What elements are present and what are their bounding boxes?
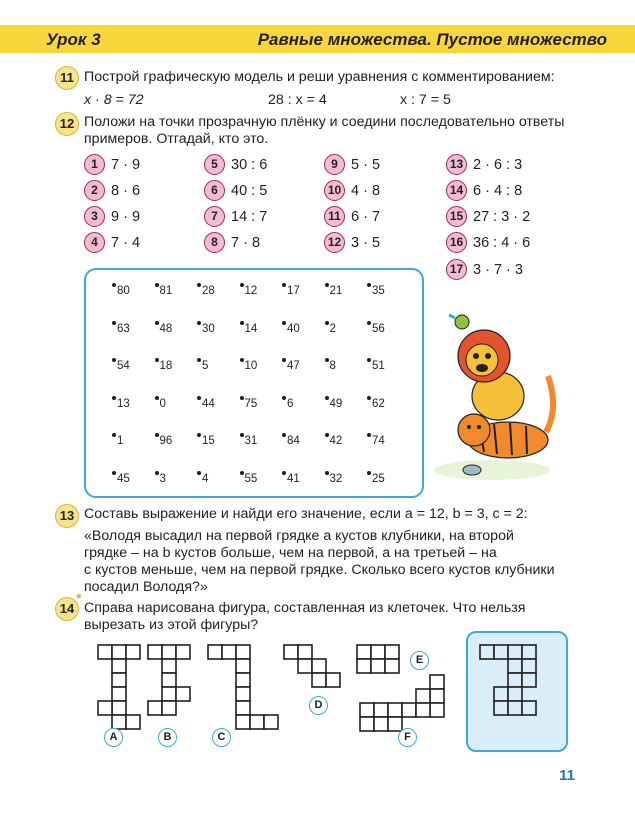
figure-cell — [112, 687, 126, 701]
figure-a — [98, 645, 140, 729]
figure-cell — [388, 717, 402, 731]
figure-cell — [98, 701, 112, 715]
task-13-line-4: c кустов меньше, чем на первой грядке. Сколько всего кустов клубники — [84, 562, 555, 578]
dot-point: 84 — [287, 435, 300, 447]
example-number-badge: 13 — [446, 154, 467, 175]
figure-cell — [312, 659, 326, 673]
figure-cell — [360, 703, 374, 717]
dot-point: 25 — [372, 472, 385, 485]
dot-point: 40 — [287, 322, 300, 335]
example-number-badge: 15 — [446, 206, 467, 227]
example-expression: 7 · 8 — [231, 234, 261, 251]
figure-cell — [148, 645, 162, 659]
figure-label-e: E — [410, 651, 429, 670]
figure-cell — [112, 715, 126, 729]
figure-cell — [298, 659, 312, 673]
task-12-line-1: Положи на точки прозрачную плёнку и соедини последовательно ответы — [84, 114, 565, 130]
figure-cell — [236, 659, 250, 673]
target-figure — [480, 645, 536, 715]
figure-cell — [374, 717, 388, 731]
dot-point: 32 — [329, 472, 343, 485]
example-number-badge: 5 — [204, 154, 225, 175]
figure-cell — [176, 687, 190, 701]
figure-cell — [250, 715, 264, 729]
example-expression: 36 : 4 · 6 — [473, 234, 531, 251]
figure-cell — [264, 715, 278, 729]
figure-cell — [357, 659, 371, 673]
figure-cell — [371, 645, 385, 659]
example-number-badge: 16 — [446, 232, 467, 253]
dot-point: 0 — [159, 397, 166, 410]
figure-cell — [430, 703, 444, 717]
figure-cell — [430, 689, 444, 703]
figure-cell — [385, 659, 399, 673]
task-12-number: 12 — [55, 112, 79, 136]
example-number-badge: 17 — [446, 259, 467, 280]
figure-cell — [357, 645, 371, 659]
dot-point: 6 — [287, 397, 294, 410]
figure-cell — [162, 701, 176, 715]
figure-cell — [236, 701, 250, 715]
example-expression: 4 · 8 — [351, 182, 381, 199]
figure-label-f: F — [398, 728, 417, 747]
example-number-badge: 11 — [324, 206, 345, 227]
figure-cell — [494, 687, 508, 701]
task-13-line-2: «Володя высадил на первой грядке a кустов клубники, на второй — [84, 528, 514, 544]
figure-f — [360, 675, 444, 731]
example-number-badge: 2 — [84, 180, 105, 201]
task-13-line-3: грядке – на b кустов больше, чем на первой, а на третьей – на — [84, 545, 497, 561]
dot-point: 81 — [159, 285, 173, 297]
figure-cell — [326, 673, 340, 687]
figure-cell — [236, 715, 250, 729]
figure-cell — [162, 673, 176, 687]
dot-point: 12 — [244, 285, 258, 297]
figure-cell — [162, 645, 176, 659]
example-expression: 3 · 5 — [351, 234, 381, 251]
example-number-badge: 8 — [204, 232, 225, 253]
example-number-badge: 12 — [324, 232, 345, 253]
dot-point: 44 — [202, 397, 215, 410]
example-expression: 7 · 9 — [111, 156, 141, 173]
task-11-number: 11 — [55, 66, 79, 90]
dot-point: 14 — [244, 322, 258, 335]
figure-cell — [126, 645, 140, 659]
task-14-star: * — [76, 590, 82, 606]
dot-point: 4 — [202, 472, 209, 485]
dot-point: 10 — [244, 360, 258, 372]
example-expression: 27 : 3 · 2 — [473, 208, 531, 225]
dot-point: 45 — [117, 472, 130, 485]
dot-point: 5 — [202, 360, 209, 372]
dot-point: 96 — [159, 435, 173, 447]
example-number-badge: 10 — [324, 180, 345, 201]
figure-cell — [522, 645, 536, 659]
dot-point: 8 — [329, 360, 336, 372]
example-expression: 8 · 6 — [111, 182, 141, 199]
dot-point: 17 — [287, 285, 300, 297]
figure-cell — [416, 703, 430, 717]
dot-point: 80 — [117, 285, 130, 297]
example-expression: 2 · 6 : 3 — [473, 156, 523, 173]
figure-cell — [148, 701, 162, 715]
figure-cell — [402, 703, 416, 717]
figure-cell — [112, 659, 126, 673]
figure-cell — [162, 659, 176, 673]
figure-cell — [112, 645, 126, 659]
dot-point: 30 — [202, 322, 215, 335]
figure-cell — [522, 701, 536, 715]
dot-point: 3 — [159, 472, 166, 485]
dot-point: 51 — [372, 360, 385, 372]
figure-cell — [522, 659, 536, 673]
figure-cell — [236, 687, 250, 701]
dot-point: 75 — [244, 397, 258, 410]
example-number-badge: 14 — [446, 180, 467, 201]
figure-cell — [494, 645, 508, 659]
figure-cell — [236, 645, 250, 659]
task-12-line-2: примеров. Отгадай, кто это. — [84, 131, 269, 147]
figure-cell — [508, 687, 522, 701]
figure-cell — [126, 715, 140, 729]
example-expression: 9 · 9 — [111, 208, 141, 225]
example-number-badge: 7 — [204, 206, 225, 227]
dot-point: 13 — [117, 397, 130, 410]
dot-point: 55 — [244, 472, 258, 485]
dot-point: 74 — [372, 435, 385, 447]
figure-cell — [371, 659, 385, 673]
dot-point: 56 — [372, 322, 385, 335]
example-expression: 3 · 7 · 3 — [473, 261, 523, 278]
figure-label-c: C — [212, 728, 231, 747]
dot-point: 48 — [159, 322, 173, 335]
example-number-badge: 4 — [84, 232, 105, 253]
figure-cell — [222, 645, 236, 659]
figure-cell — [480, 645, 494, 659]
figure-cell — [374, 703, 388, 717]
figure-cell — [98, 645, 112, 659]
example-expression: 6 · 7 — [351, 208, 381, 225]
figure-cell — [176, 645, 190, 659]
task-13-number: 13 — [55, 504, 79, 528]
example-expression: 14 : 7 — [231, 208, 268, 225]
example-expression: 40 : 5 — [231, 182, 268, 199]
figure-cell — [416, 689, 430, 703]
task-13-line-1: Составь выражение и найди его значение, если a = 12, b = 3, c = 2: — [84, 506, 528, 522]
figure-cell — [508, 701, 522, 715]
lesson-number: Урок 3 — [46, 30, 101, 49]
example-number-badge: 9 — [324, 154, 345, 175]
figure-cell — [508, 645, 522, 659]
dot-point: 54 — [117, 360, 130, 372]
dot-point: 49 — [329, 397, 343, 410]
task-14-line-1: Справа нарисована фигура, составленная из клеточек. Что нельзя — [84, 600, 526, 616]
task-13-line-5: посадил Володя?» — [84, 579, 208, 595]
task-11-text: Построй графическую модель и реши уравнения с комментированием: — [84, 69, 555, 85]
figure-cell — [312, 673, 326, 687]
dot-point: 31 — [244, 435, 258, 447]
example-expression: 30 : 6 — [231, 156, 268, 173]
example-number-badge: 6 — [204, 180, 225, 201]
task-14-line-2: вырезать из этой фигуры? — [84, 617, 259, 633]
figure-cell — [508, 673, 522, 687]
figure-cell — [494, 701, 508, 715]
example-expression: 6 · 4 : 8 — [473, 182, 523, 199]
dot-point: 41 — [287, 472, 300, 485]
dot-point: 47 — [287, 360, 300, 372]
figure-label-d: D — [309, 696, 328, 715]
dot-point: 21 — [329, 285, 343, 297]
figure-cell — [385, 645, 399, 659]
equation-1: x · 8 = 72 — [84, 92, 144, 108]
example-expression: 5 · 5 — [351, 156, 381, 173]
equation-3: x : 7 = 5 — [400, 92, 451, 108]
figure-b — [148, 645, 190, 715]
dot-point: 28 — [202, 285, 215, 297]
figure-c — [208, 645, 278, 729]
example-number-badge: 3 — [84, 206, 105, 227]
figure-cell — [522, 673, 536, 687]
example-expression: 7 · 4 — [111, 234, 141, 251]
figure-cell — [298, 645, 312, 659]
figure-d — [284, 645, 340, 687]
figure-cell — [112, 701, 126, 715]
dot-point: 18 — [159, 360, 173, 372]
figure-cell — [112, 673, 126, 687]
dot-point: 2 — [329, 322, 336, 335]
dot-point: 35 — [372, 285, 385, 297]
equation-2: 28 : x = 4 — [268, 92, 327, 108]
dot-point: 62 — [372, 397, 385, 410]
example-number-badge: 1 — [84, 154, 105, 175]
figure-cell — [508, 659, 522, 673]
dot-point: 1 — [117, 435, 124, 447]
task-14-number: 14 — [55, 597, 79, 621]
figure-e — [357, 645, 399, 673]
lesson-title: Равные множества. Пустое множество — [257, 30, 607, 49]
dot-point: 15 — [202, 435, 215, 447]
dot-point: 63 — [117, 322, 130, 335]
figure-cell — [162, 687, 176, 701]
figure-cell — [360, 717, 374, 731]
figure-cell — [388, 703, 402, 717]
figure-cell — [284, 645, 298, 659]
figure-cell — [208, 645, 222, 659]
figure-label-b: B — [158, 728, 177, 747]
figure-cell — [236, 673, 250, 687]
figure-cell — [430, 675, 444, 689]
figure-label-a: A — [104, 728, 123, 747]
dot-point: 42 — [329, 435, 343, 447]
page-number: 11 — [559, 767, 575, 784]
